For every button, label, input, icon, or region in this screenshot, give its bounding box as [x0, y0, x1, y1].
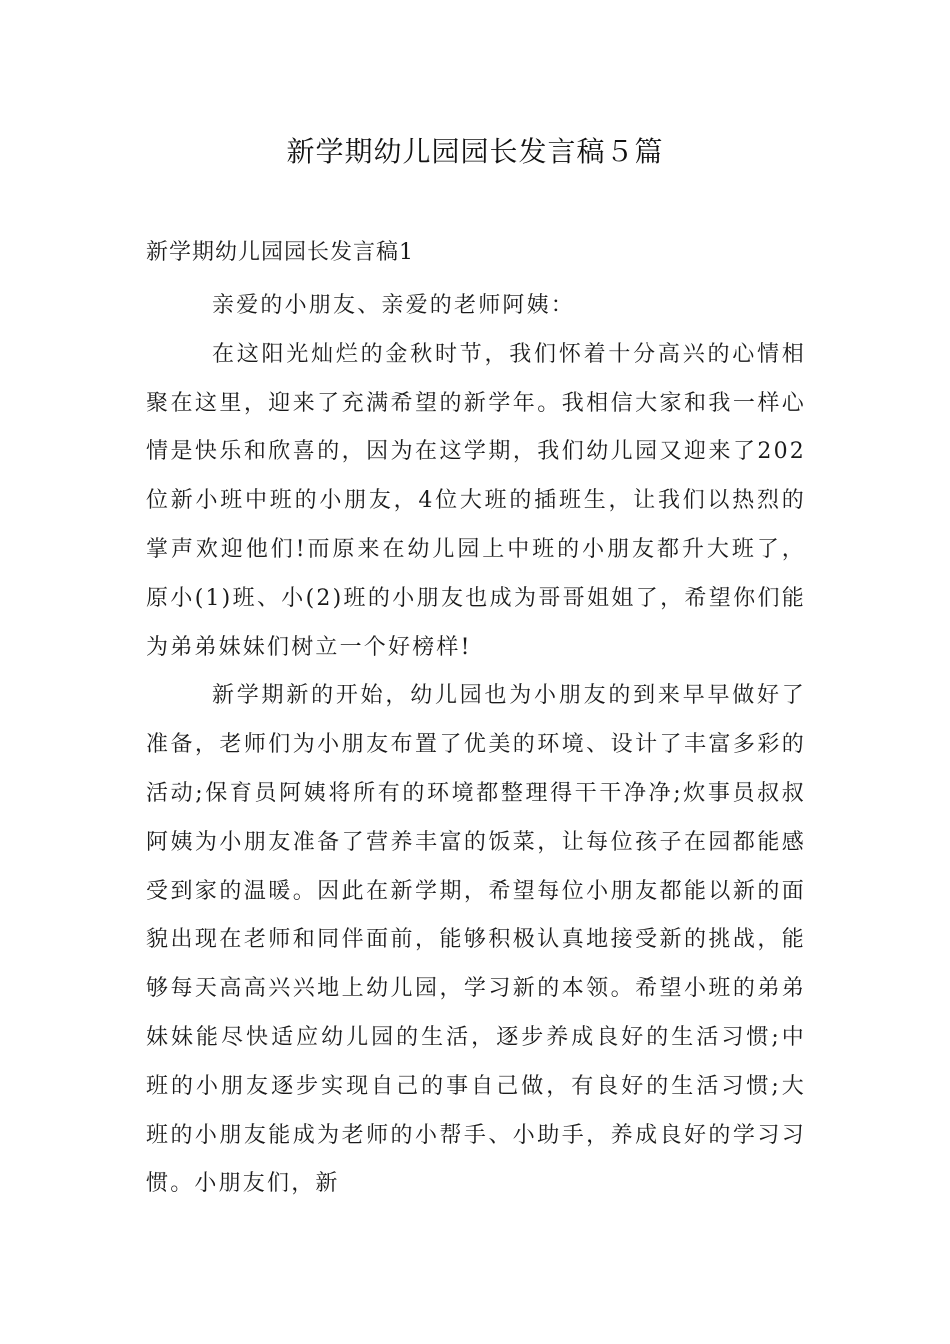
paragraph: 在这阳光灿烂的金秋时节，我们怀着十分高兴的心情相聚在这里，迎来了充满希望的新学年。我相信大家和我一样心情是快乐和欣喜的，因为在这学期，我们幼儿园又迎来了202位新小班中班的小朋友，4位大班的插班生，让我们以热烈的掌声欢迎他们!而原来在幼儿园上中班的小朋友都升大班了，原小(1)班、小(2)班的小朋友也成为哥哥姐姐了，希望你们能为弟弟妹妹们树立一个好榜样!	[146, 341, 806, 660]
paragraph-greeting: 亲爱的小朋友、亲爱的老师阿姨：	[212, 293, 576, 318]
document-body	[146, 282, 806, 1209]
section-heading: 新学期幼儿园园长发言稿1	[146, 240, 414, 265]
paragraph: 新学期新的开始，幼儿园也为小朋友的到来早早做好了准备，老师们为小朋友布置了优美的环境、设计了丰富多彩的活动;保育员阿姨将所有的环境都整理得干干净净;炊事员叔叔阿姨为小朋友准备了营养丰富的饭菜，让每位孩子在园都能感受到家的温暖。因此在新学期，希望每位小朋友都能以新的面貌出现在老师和同伴面前，能够积极认真地接受新的挑战，能够每天高高兴兴地上幼儿园，学习新的本领。希望小班的弟弟妹妹能尽快适应幼儿园的生活，逐步养成良好的生活习惯;中班的小朋友逐步实现自己的事自己做，有良好的生活习惯;大班的小朋友能成为老师的小帮手、小助手，养成良好的学习习惯。小朋友们，新	[146, 683, 806, 1197]
document-title: 新学期幼儿园园长发言稿５篇	[286, 135, 664, 168]
